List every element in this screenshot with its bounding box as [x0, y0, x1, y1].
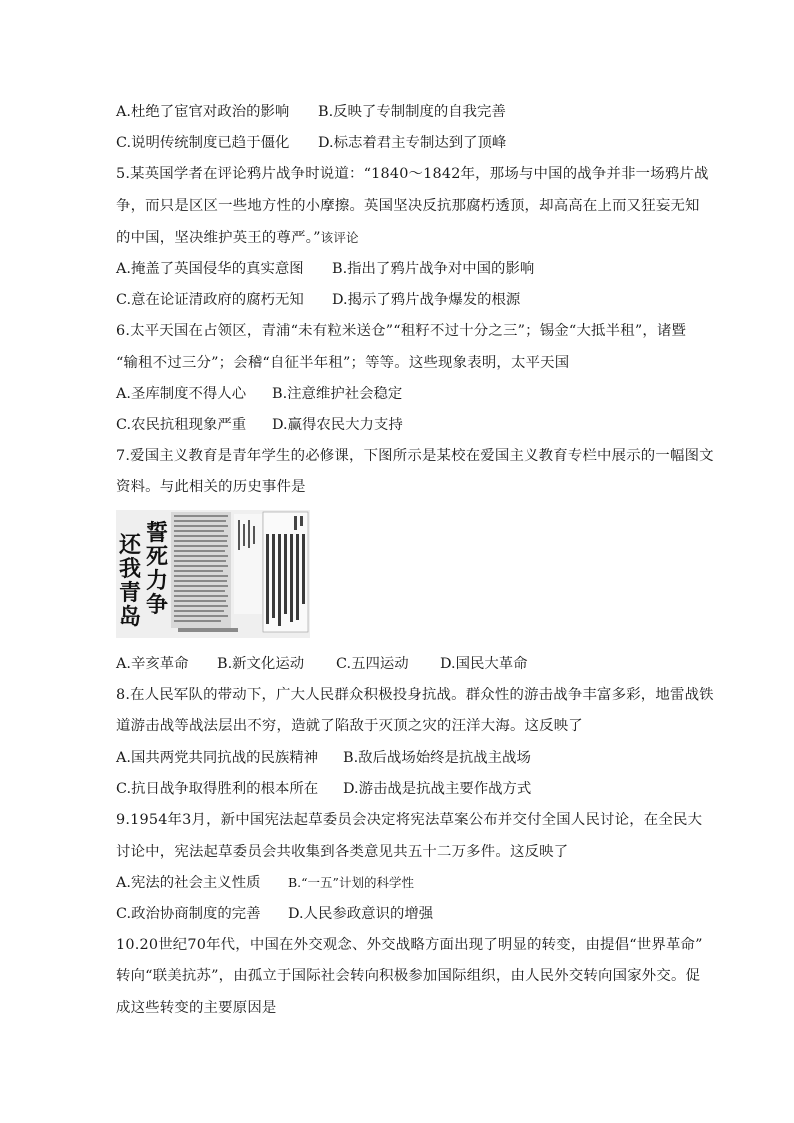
q5-quote-end: 的中国，坚决维护英王的尊严。”	[116, 230, 321, 246]
q8-stem-line-2: 道游击战等战法层出不穷，造就了陷敌于灭顶之灾的汪洋大海。这反映了	[116, 718, 583, 734]
q7-option-a: A.辛亥革命	[116, 656, 189, 672]
q7-stem-line-2: 资料。与此相关的历史事件是	[116, 479, 306, 495]
q8-option-d: D.游击战是抗战主要作战方式	[343, 781, 532, 797]
q9-option-a: A.宪法的社会主义性质	[116, 875, 261, 891]
q9-stem-line-2: 讨论中，宪法起草委员会共收集到各类意见共五十二万多件。这反映了	[116, 844, 569, 860]
q4-option-d: D.标志着君主专制达到了顶峰	[318, 135, 507, 151]
q5-option-c: C.意在论证清政府的腐朽无知	[116, 292, 304, 308]
q4-option-b: B.反映了专制制度的自我完善	[318, 104, 506, 120]
slogan-column-left: 还我青岛	[119, 532, 142, 630]
q5-stem-tail: 该评论	[320, 230, 359, 245]
q7-option-c: C.五四运动	[336, 656, 409, 672]
q6-option-c: C.农民抗租现象严重	[116, 417, 247, 433]
q8-option-a: A.国共两党共同抗战的民族精神	[116, 750, 319, 766]
q6-option-b: B.注意维护社会稳定	[272, 386, 403, 402]
q6-stem-line-2: “输租不过三分”；会稽“自征半年租”；等等。这些现象表明，太平天国	[116, 355, 570, 371]
q6-option-a: A.圣库制度不得人心	[116, 386, 247, 402]
q5-stem-line-3	[116, 228, 359, 248]
q7-option-d: D.国民大革命	[440, 656, 528, 672]
q5-stem-line-2: 争，而只是区区一些地方性的小摩擦。英国坚决反抗那腐朽透顶，却高高在上而又狂妄无知	[116, 198, 700, 214]
q10-stem-line-2: 转向“联美抗苏”，由孤立于国际社会转向积极参加国际组织，由人民外交转向国家外交。促	[116, 968, 701, 984]
q8-option-c: C.抗日战争取得胜利的根本所在	[116, 781, 319, 797]
newspaper-collage-image	[116, 510, 310, 638]
q5-option-d: D.揭示了鸦片战争爆发的根源	[332, 292, 521, 308]
q9-option-d: D.人民参政意识的增强	[288, 906, 434, 922]
q4-option-a: A.杜绝了宦官对政治的影响	[116, 104, 290, 120]
q7-historical-photo	[116, 510, 310, 638]
q10-stem-line-1: 10.20世纪70年代，中国在外交观念、外交战略方面出现了明显的转变，由提倡“世界革命”	[116, 937, 703, 953]
q8-option-b: B.敌后战场始终是抗战主战场	[343, 750, 531, 766]
q6-option-d: D.赢得农民大力支持	[272, 417, 403, 433]
q5-option-a: A.掩盖了英国侵华的真实意图	[116, 261, 304, 277]
q4-option-c: C.说明传统制度已趋于僵化	[116, 135, 290, 151]
q7-stem-line-1: 7.爱国主义教育是青年学生的必修课，下图所示是某校在爱国主义教育专栏中展示的一幅图文	[116, 448, 714, 464]
q8-stem-line-1: 8.在人民军队的带动下，广大人民群众积极投身抗战。群众性的游击战争丰富多彩，地雷战铁	[116, 687, 714, 703]
q5-option-b: B.指出了鸦片战争对中国的影响	[332, 261, 535, 277]
q10-stem-line-3: 成这些转变的主要原因是	[116, 1000, 277, 1016]
q6-stem-line-1: 6.太平天国在占领区，青浦“未有粒米送仓”“租籽不过十分之三”；锡金“大抵半租”，诸暨	[116, 323, 687, 339]
q5-stem-line-1: 5.某英国学者在评论鸦片战争时说道：“1840～1842年，那场与中国的战争并非一场鸦片战	[116, 166, 709, 182]
slogan-column-right: 誓死力争	[146, 520, 169, 618]
q9-option-b	[288, 873, 414, 893]
q9-option-c: C.政治协商制度的完善	[116, 906, 261, 922]
q7-option-b: B.新文化运动	[217, 656, 305, 672]
q9-option-b-text: B.“一五”计划的科学性	[288, 875, 414, 890]
q9-stem-line-1: 9.1954年3月，新中国宪法起草委员会决定将宪法草案公布并交付全国人民讨论，在全民大	[116, 812, 703, 828]
